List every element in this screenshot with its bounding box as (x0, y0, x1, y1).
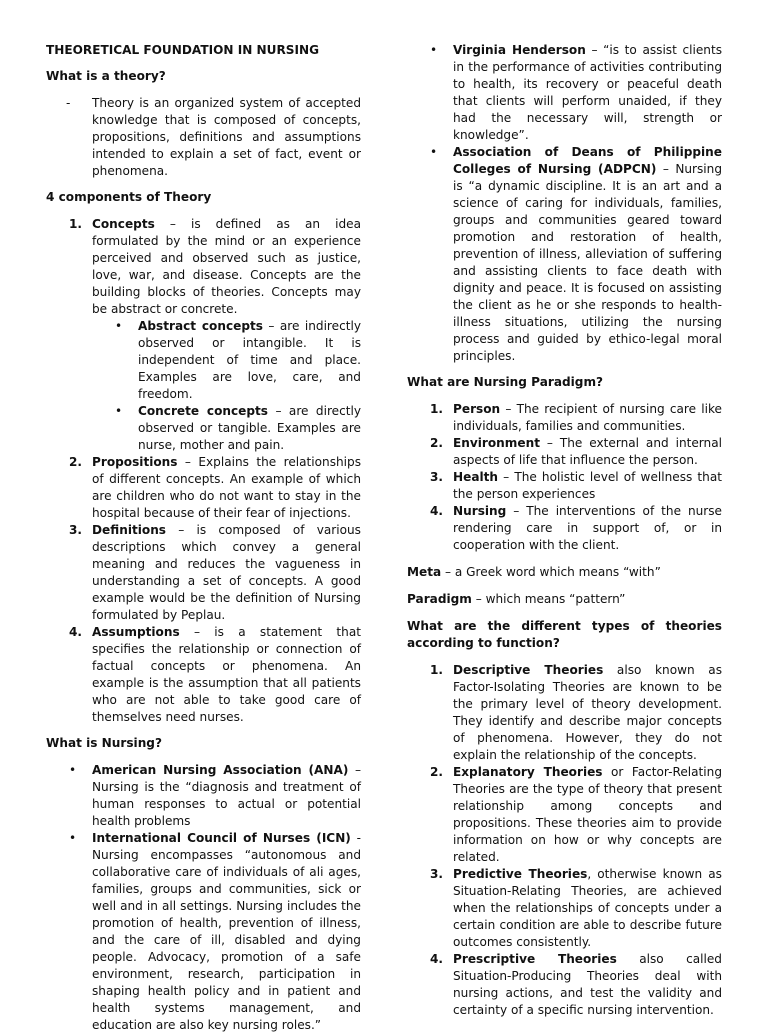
item-text: – Nursing is the “diagnosis and treatment of human responses to actual or potential health problems (92, 763, 361, 828)
item-term: Concrete concepts (138, 404, 269, 418)
item-text: – are directly observed or tangible. Examples are nurse, mother and pain. (138, 404, 362, 452)
left-column (46, 42, 361, 1034)
item-term: Predictive Theories (453, 867, 588, 881)
item-term: Association of Deans of Philippine Colleges of Nursing (ADPCN) (453, 145, 722, 176)
page-title: THEORETICAL FOUNDATION IN NURSING (46, 43, 320, 57)
list-item (46, 522, 361, 624)
item-term: Nursing (453, 504, 507, 518)
item-term: Explanatory Theories (453, 765, 603, 779)
list-item (407, 469, 722, 503)
nursing-definitions-list-continued (407, 42, 722, 365)
item-text: – are indirectly observed or intangible. It is independent of time and place. Examples are love, care, and freedom. (138, 319, 361, 401)
sub-list-item (46, 403, 361, 454)
list-item (46, 454, 361, 522)
item-term: Definitions (92, 523, 167, 537)
sub-list-item (46, 318, 361, 403)
list-item (407, 951, 722, 1019)
paradigm-definition (407, 591, 722, 608)
item-text: – “is to assist clients in the performance of activities contributing to health, its recovery or peaceful death that clients will perform unaided, if they had the necessary will, strength or knowledge”. (453, 43, 722, 142)
item-number: 3. (430, 470, 444, 484)
item-number: 1. (69, 217, 83, 231)
item-text: – Nursing is “a dynamic discipline. It is an art and a science of caring for individuals, families, groups and communities geared toward promotion and restoration of health, prevention of illness, alleviation of suffering and assisting clients to face death with dignity and peace. It is focused on assisting the client as he or she responds to health-illness situations, utilizing the nursing process and guided by ethico-legal moral principles. (453, 162, 723, 363)
item-term: American Nursing Association (ANA) (92, 763, 349, 777)
list-item (407, 866, 722, 951)
item-term: Health (453, 470, 499, 484)
dash-marker: - (66, 96, 71, 110)
bullet-marker: • (115, 319, 123, 333)
item-term: Descriptive Theories (453, 663, 604, 677)
theory-heading: What is a theory? (46, 69, 166, 83)
item-term: Assumptions (92, 625, 180, 639)
paradigm-term: Paradigm (407, 592, 472, 606)
list-item (46, 216, 361, 318)
item-term: Concepts (92, 217, 155, 231)
item-text: , otherwise known as Situation-Relating Theories, are achieved when the relationships of concepts under a certain condition are able to describe future outcomes consistently. (453, 867, 722, 949)
list-item (46, 830, 361, 1034)
item-text: – Explains the relationships of different concepts. An example of which are children who do not want to stay in the hospital because of their fear of injections. (92, 455, 361, 520)
list-item (407, 401, 722, 435)
item-number: 4. (430, 952, 444, 966)
components-heading: 4 components of Theory (46, 190, 212, 204)
item-number: 1. (430, 402, 444, 416)
item-number: 3. (430, 867, 444, 881)
item-term: Environment (453, 436, 540, 450)
item-number: 1. (430, 663, 444, 677)
list-item (46, 624, 361, 726)
item-text: – The holistic level of wellness that the person experiences (453, 470, 722, 501)
item-number: 4. (69, 625, 83, 639)
item-text: – is defined as an idea formulated by the mind or an experience perceived and observed such as justice, love, war, and disease. Concepts are the building blocks of theories. Concepts may be abstract or concrete. (92, 217, 361, 316)
list-item (407, 503, 722, 554)
item-text: – is a statement that specifies the relationship or connection of factual concepts or phenomena. An example is the assumption that all patients who are not able to take good care of themselves need nurses. (92, 625, 361, 724)
item-term: Virginia Henderson (453, 43, 586, 57)
paradigm-heading: What are Nursing Paradigm? (407, 375, 604, 389)
item-text: – The recipient of nursing care like individuals, families and communities. (453, 402, 722, 433)
right-column (407, 42, 722, 1019)
paradigm-text: – which means “pattern” (471, 592, 626, 606)
list-item (407, 764, 722, 866)
bullet-marker: • (69, 831, 77, 845)
types-heading: What are the different types of theories according to function? (407, 619, 722, 650)
theory-definition (46, 95, 361, 180)
item-term: Propositions (92, 455, 178, 469)
item-number: 3. (69, 523, 83, 537)
item-number: 2. (430, 765, 444, 779)
item-term: Prescriptive Theories (453, 952, 617, 966)
list-item (407, 662, 722, 764)
item-text: or Factor-Relating Theories are the type of theory that present relationship among concepts and propositions. These theories aim to provide information on how or why concepts are related. (453, 765, 723, 864)
item-term: International Council of Nurses (ICN) (92, 831, 351, 845)
paradigm-list (407, 401, 722, 554)
meta-definition (407, 564, 722, 581)
item-number: 4. (430, 504, 444, 518)
bullet-marker: • (430, 43, 438, 57)
bullet-marker: • (69, 763, 77, 777)
item-text: - Nursing encompasses “autonomous and collaborative care of individuals of ali ages, families, groups and communities, sick or well and in all settings. Nursing includes the promotion of health, prevention of illness, and the care of ill, disabled and dying people. Advocacy, promotion of a safe environment, research, participation in shaping health policy and in patient and health systems management, and education are also key nursing roles.” (92, 831, 361, 1032)
nursing-definitions-list (46, 762, 361, 1034)
nursing-heading: What is Nursing? (46, 736, 162, 750)
types-list (407, 662, 722, 1019)
bullet-marker: • (430, 145, 438, 159)
list-item (407, 435, 722, 469)
meta-term: Meta (407, 565, 442, 579)
item-text: – The external and internal aspects of life that influence the person. (453, 436, 722, 467)
item-term: Person (453, 402, 501, 416)
list-item (407, 42, 722, 144)
components-list (46, 216, 361, 726)
list-item (407, 144, 722, 365)
list-item (46, 762, 361, 830)
item-text: also known as Factor-Isolating Theories are known to be the primary level of theory development. They identify and describe major concepts of phenomena. However, they do not explain the relationship of the concepts. (453, 663, 722, 762)
item-number: 2. (430, 436, 444, 450)
item-text: also called Situation-Producing Theories deal with nursing actions, and test the validity and certainty of a specific nursing intervention. (453, 952, 722, 1017)
meta-text: – a Greek word which means “with” (441, 565, 661, 579)
theory-text: Theory is an organized system of accepted knowledge that is composed of concepts, propositions, definitions and assumptions intended to explain a set of fact, event or phenomena. (92, 96, 361, 178)
item-text: – The interventions of the nurse rendering care in support of, or in cooperation with the client. (453, 504, 722, 552)
bullet-marker: • (115, 404, 123, 418)
item-number: 2. (69, 455, 83, 469)
item-text: – is composed of various descriptions which convey a general meaning and reduces the vagueness in understanding a set of concepts. A good example would be the definition of Nursing formulated by Peplau. (92, 523, 361, 622)
item-term: Abstract concepts (138, 319, 263, 333)
